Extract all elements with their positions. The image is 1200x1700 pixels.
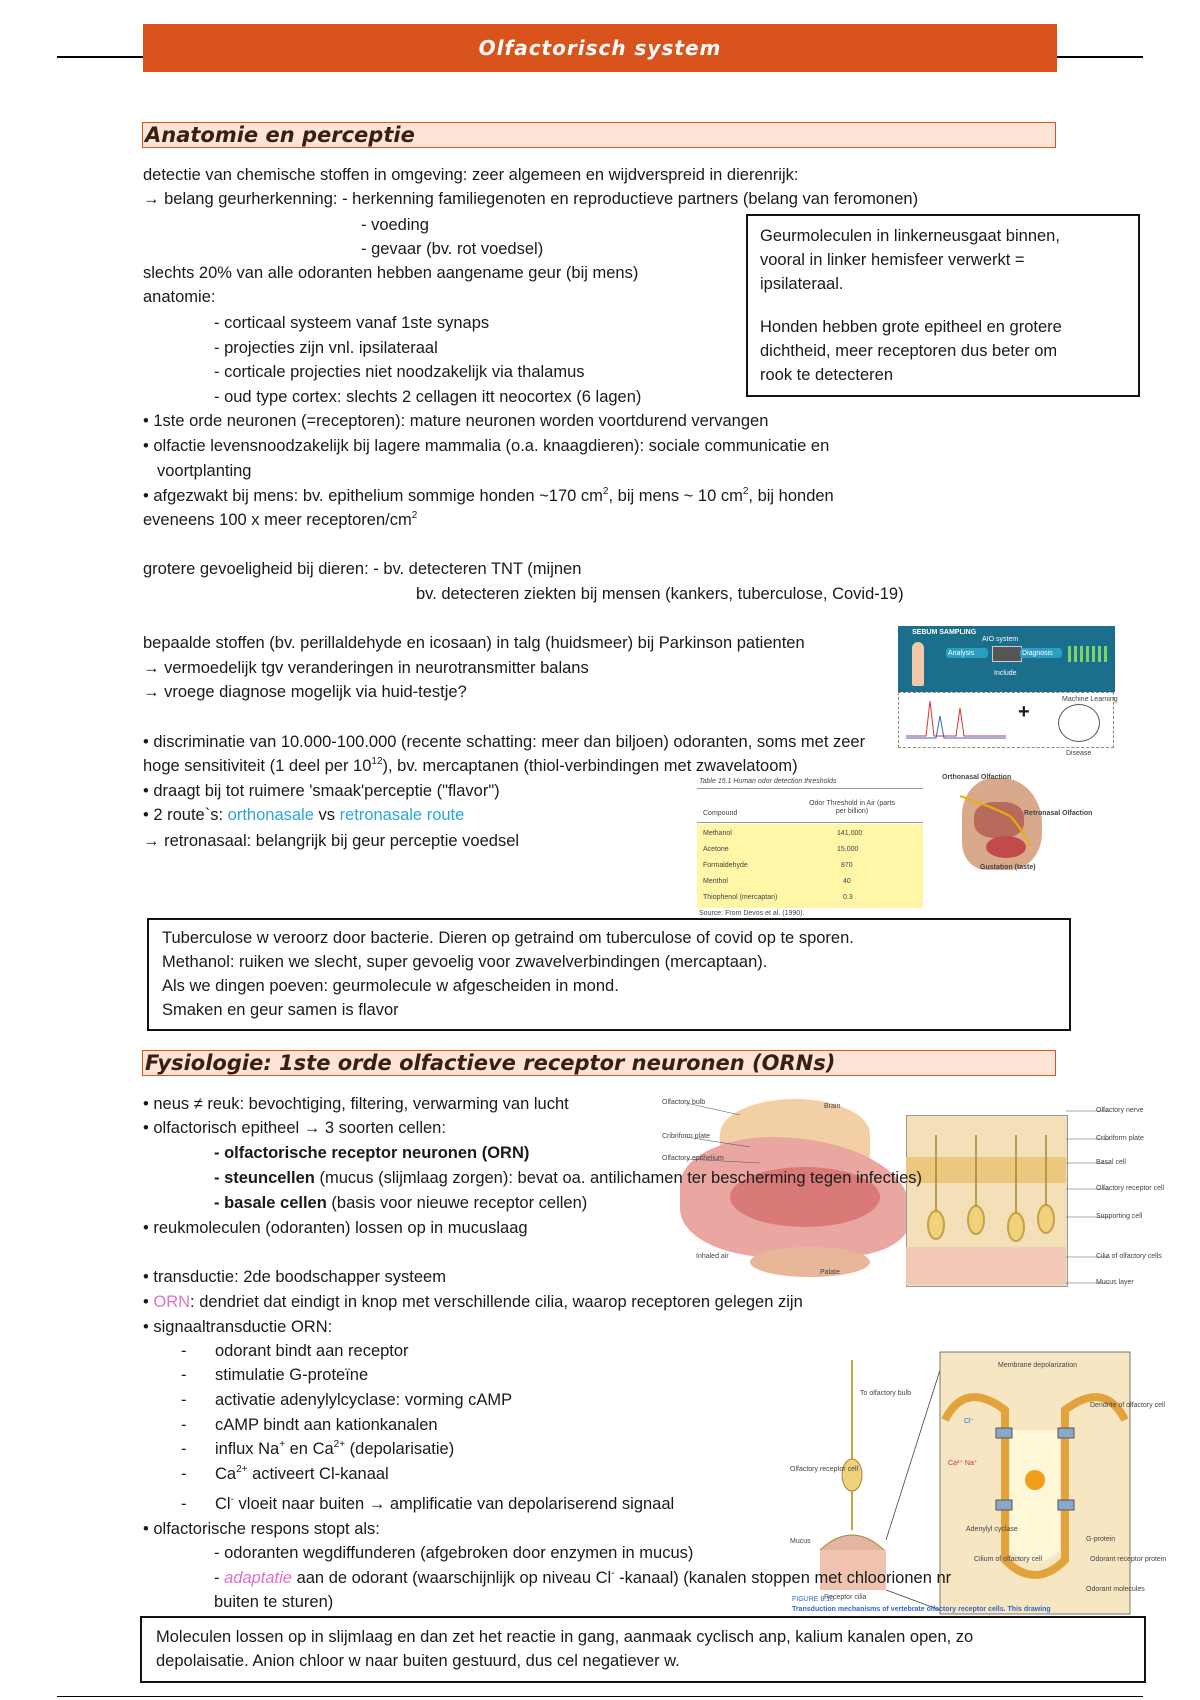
text-line: eveneens 100 x meer receptoren/$cm^2$ (143, 510, 418, 529)
step-item: cAMP bindt aan kationkanalen (215, 1416, 438, 1434)
text-line: • ORN: dendriet dat eindigt in knop met verschillende cilia, waarop receptoren gelegen zijn (143, 1293, 803, 1311)
text-line: • draagt bij tot ruimere 'smaak'perceptie ("flavor") (143, 782, 500, 800)
orn-term: ORN (153, 1293, 191, 1311)
text-line: • afgezwakt bij mens: bv. epithelium sommige honden ~170 $cm^2$, bij mens ~ 10 $cm^2$, bij honden (143, 486, 834, 505)
step-item: odorant bindt aan receptor (215, 1342, 409, 1360)
note-box-moleculen (140, 1616, 1146, 1683)
arrow-icon: → (143, 659, 160, 677)
arrow-icon: → (143, 683, 160, 701)
text-line: → retronasaal: belangrijk bij geur perceptie voedsel (143, 832, 520, 850)
box-line: Als we dingen poeven: geurmolecule w afgescheiden in mond. (162, 977, 619, 995)
step-dash: - (181, 1495, 187, 1513)
text-line: → vroege diagnose mogelijk via huid-testje? (143, 683, 467, 701)
nose-anatomy-figure: Olfactory bulb Cribriform plate Olfactory epithelium Inhaled air Brain Palate Olfactory nerve Cribriform plate Basal cell Olfactory receptor cell Supporting cell Cilia of olfactory cells Mucus layer (662, 1099, 1165, 1286)
transduction-figure: To olfactory bulb Olfactory receptor cell Mucus Receptor cilia Membrane depolarization Dendrite of olfactory cell Cl⁻ Ca²⁺ Na⁺ G-protein Adenylyl cyclase Cilium of olfactory cell Odorant receptor protein Odorant molecules FIGURE 8.10 Transduction mechanisms of vertebrate olfactory receptor cells. This drawing (790, 1350, 1140, 1618)
step-item: stimulatie G-proteïne (215, 1366, 369, 1384)
section-heading-anatomie: Anatomie en perceptie (142, 122, 1056, 148)
box-line: Geurmoleculen in linkerneusgaat binnen, (760, 227, 1060, 245)
box-line: depolaisatie. Anion chloor w naar buiten gestuurd, dus cel negatiever w. (156, 1652, 680, 1670)
text-line: - basale cellen (basis voor nieuwe receptor cellen) (214, 1194, 588, 1212)
top-rule-right (1055, 56, 1143, 58)
box-line: Smaken en geur samen is flavor (162, 1001, 399, 1019)
orthonasale-term: orthonasale (227, 806, 314, 824)
step-dash: - (181, 1440, 187, 1458)
text-line: • signaaltransductie ORN: (143, 1318, 333, 1336)
text-line: bv. detecteren ziekten bij mensen (kankers, tuberculose, Covid-19) (416, 585, 904, 603)
box-line: rook te detecteren (760, 366, 893, 384)
text-line: bepaalde stoffen (bv. perillaldehyde en icosaan) in talg (huidsmeer) bij Parkinson patienten (143, 634, 805, 652)
route-figure: Orthonasal Olfaction Retronasal Olfaction Gustation (taste) (942, 774, 1093, 871)
text-line: → belang geurherkenning: - herkenning familiegenoten en reproductieve partners (belang van feromonen) (143, 190, 919, 208)
text-line: • 1ste orde neuronen (=receptoren): mature neuronen worden voortdurend vervangen (143, 412, 769, 430)
step-dash: - (181, 1416, 187, 1434)
text-line: - projecties zijn vnl. ipsilateraal (214, 339, 438, 357)
text-line: - adaptatie aan de odorant (waarschijnlijk op niveau Cl- -kanaal) (kanalen stoppen met chloorionen nr (214, 1568, 952, 1587)
box-line: Tuberculose w veroorz door bacterie. Dieren op getraind om tuberculose of covid op te sporen. (162, 929, 854, 947)
text-line: → vermoedelijk tgv veranderingen in neurotransmitter balans (143, 659, 589, 677)
text-line: voortplanting (157, 462, 252, 480)
text-line: - corticale projecties niet noodzakelijk via thalamus (214, 363, 585, 381)
text-line: • transductie: 2de boodschapper systeem (143, 1268, 446, 1286)
text-line: - oud type cortex: slechts 2 cellagen itt neocortex (6 lagen) (214, 388, 642, 406)
box-line: Honden hebben grote epitheel en grotere (760, 318, 1062, 336)
sebum-diagnosis-figure: SEBUM SAMPLING AIO system Analysis Diagnosis Include + Machine Learning Disease (898, 626, 1115, 760)
text-line: grotere gevoeligheid bij dieren: - bv. detecteren TNT (mijnen (143, 560, 582, 578)
step-dash: - (181, 1465, 187, 1483)
arrow-icon: → (143, 832, 160, 850)
box-line: dichtheid, meer receptoren dus beter om (760, 342, 1058, 360)
text-line: - odoranten wegdiffunderen (afgebroken door enzymen in mucus) (214, 1544, 694, 1562)
step-item: influx Na+ en $Ca^{2+}$ (depolarisatie) (215, 1439, 455, 1458)
retronasale-term: retronasale route (339, 806, 465, 824)
text-line: hoge sensitiviteit (1 deel per $10^{12}$), bv. mercaptanen (thiol-verbindingen met zwavelatoom) (143, 756, 798, 775)
step-dash: - (181, 1366, 187, 1384)
odor-threshold-table: Table 15.1 Human odor detection thresholds Compound Odor Threshold in Air (parts per billion) Methanol 141,000 Acetone 15,000 Formaldehyde 870 Menthol 40 Thiophenol (mercaptan) 0.3 Source: From Devos et al. (1990). (697, 776, 925, 918)
step-item: $Ca^{2+}$ activeert Cl-kanaal (215, 1464, 389, 1483)
note-box-ipsilateral (746, 214, 1140, 397)
text-line: • olfactorisch epitheel → 3 soorten cellen: (143, 1119, 446, 1137)
text-line: - gevaar (bv. rot voedsel) (361, 240, 544, 258)
note-box-tuberculose (147, 918, 1071, 1031)
box-line: Moleculen lossen op in slijmlaag en dan zet het reactie in gang, aanmaak cyclisch anp, kalium kanalen open, zo (156, 1628, 974, 1646)
text-line: detectie van chemische stoffen in omgeving: zeer algemeen en wijdverspreid in dierenrijk: (143, 166, 799, 184)
text-line: - corticaal systeem vanaf 1ste synaps (214, 314, 490, 332)
page-title: Olfactorisch system (143, 24, 1057, 72)
text-line: • olfactorische respons stopt als: (143, 1520, 380, 1538)
box-line: vooral in linker hemisfeer verwerkt = (760, 251, 1025, 269)
box-line: ipsilateraal. (760, 275, 844, 293)
arrow-icon: → (143, 190, 160, 208)
text-line: - voeding (361, 216, 429, 234)
text-line: anatomie: (143, 288, 216, 306)
step-item: activatie adenylylcyclase: vorming cAMP (215, 1391, 513, 1409)
text-line: - olfactorische receptor neuronen (ORN) (214, 1144, 530, 1162)
text-line: • discriminatie van 10.000-100.000 (recente schatting: meer dan biljoen) odoranten, soms met zeer (143, 733, 866, 751)
text-line: • neus ≠ reuk: bevochtiging, filtering, verwarming van lucht (143, 1095, 569, 1113)
text-line: slechts 20% van alle odoranten hebben aangename geur (bij mens) (143, 264, 639, 282)
step-dash: - (181, 1391, 187, 1409)
bottom-rule (57, 1696, 1143, 1697)
text-line: • 2 route`s: orthonasale vs retronasale route (143, 806, 465, 824)
text-line: • olfactie levensnoodzakelijk bij lagere mammalia (o.a. knaagdieren): sociale communicatie en (143, 437, 830, 455)
text-line: - steuncellen (mucus (slijmlaag zorgen): bevat oa. antilichamen ter bescherming tegen infecties) (214, 1169, 922, 1187)
section-heading-fysiologie: Fysiologie: 1ste orde olfactieve receptor neuronen (ORNs) (142, 1050, 1056, 1076)
adaptatie-term: adaptatie (224, 1569, 292, 1587)
text-line: buiten te sturen) (214, 1593, 334, 1611)
text-line: • reukmoleculen (odoranten) lossen op in mucuslaag (143, 1219, 528, 1237)
top-rule-left (57, 56, 145, 58)
step-item: Cl- vloeit naar buiten → amplificatie van depolariserend signaal (215, 1494, 675, 1513)
step-dash: - (181, 1342, 187, 1360)
box-line: Methanol: ruiken we slecht, super gevoelig voor zwavelverbindingen (mercaptaan). (162, 953, 768, 971)
